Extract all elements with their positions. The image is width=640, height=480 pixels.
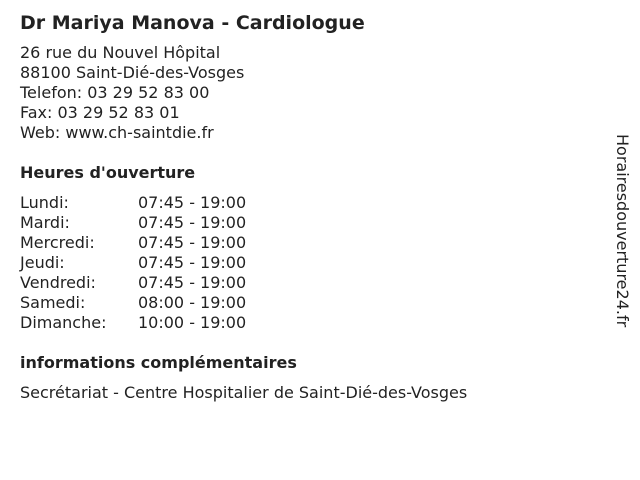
hours-row-saturday bbox=[20, 293, 600, 313]
time-range: 07:45 - 19:00 bbox=[138, 213, 247, 232]
day-label: Lundi: bbox=[20, 193, 69, 212]
day-label: Vendredi: bbox=[20, 273, 96, 292]
time-range: 08:00 - 19:00 bbox=[138, 293, 247, 312]
site-brand-vertical[interactable]: Horairesdouverture24.fr bbox=[613, 134, 632, 328]
address-street: 26 rue du Nouvel Hôpital bbox=[20, 43, 221, 62]
day-label: Jeudi: bbox=[20, 253, 65, 272]
hours-row-thursday bbox=[20, 253, 600, 273]
time-range: 07:45 - 19:00 bbox=[138, 253, 247, 272]
address-block bbox=[20, 43, 600, 143]
opening-hours-table bbox=[20, 193, 600, 333]
hours-row-sunday bbox=[20, 313, 600, 333]
day-label: Mardi: bbox=[20, 213, 70, 232]
address-city: 88100 Saint-Dié-des-Vosges bbox=[20, 63, 245, 82]
day-label: Mercredi: bbox=[20, 233, 95, 252]
time-range: 07:45 - 19:00 bbox=[138, 273, 247, 292]
hours-row-wednesday bbox=[20, 233, 600, 253]
hours-row-monday bbox=[20, 193, 600, 213]
website-link[interactable]: Web: www.ch-saintdie.fr bbox=[20, 123, 214, 142]
page-title: Dr Mariya Manova - Cardiologue bbox=[20, 12, 365, 34]
content bbox=[20, 10, 600, 403]
day-label: Samedi: bbox=[20, 293, 86, 312]
time-range: 10:00 - 19:00 bbox=[138, 313, 247, 332]
time-range: 07:45 - 19:00 bbox=[138, 233, 247, 252]
phone-number: Telefon: 03 29 52 83 00 bbox=[20, 83, 210, 102]
hours-row-tuesday bbox=[20, 213, 600, 233]
fax-number: Fax: 03 29 52 83 01 bbox=[20, 103, 180, 122]
hours-row-friday bbox=[20, 273, 600, 293]
day-label: Dimanche: bbox=[20, 313, 107, 332]
additional-info-text: Secrétariat - Centre Hospitalier de Saint-Dié-des-Vosges bbox=[20, 383, 468, 402]
additional-info-heading: informations complémentaires bbox=[20, 353, 297, 372]
time-range: 07:45 - 19:00 bbox=[138, 193, 247, 212]
opening-hours-heading: Heures d'ouverture bbox=[20, 163, 196, 182]
